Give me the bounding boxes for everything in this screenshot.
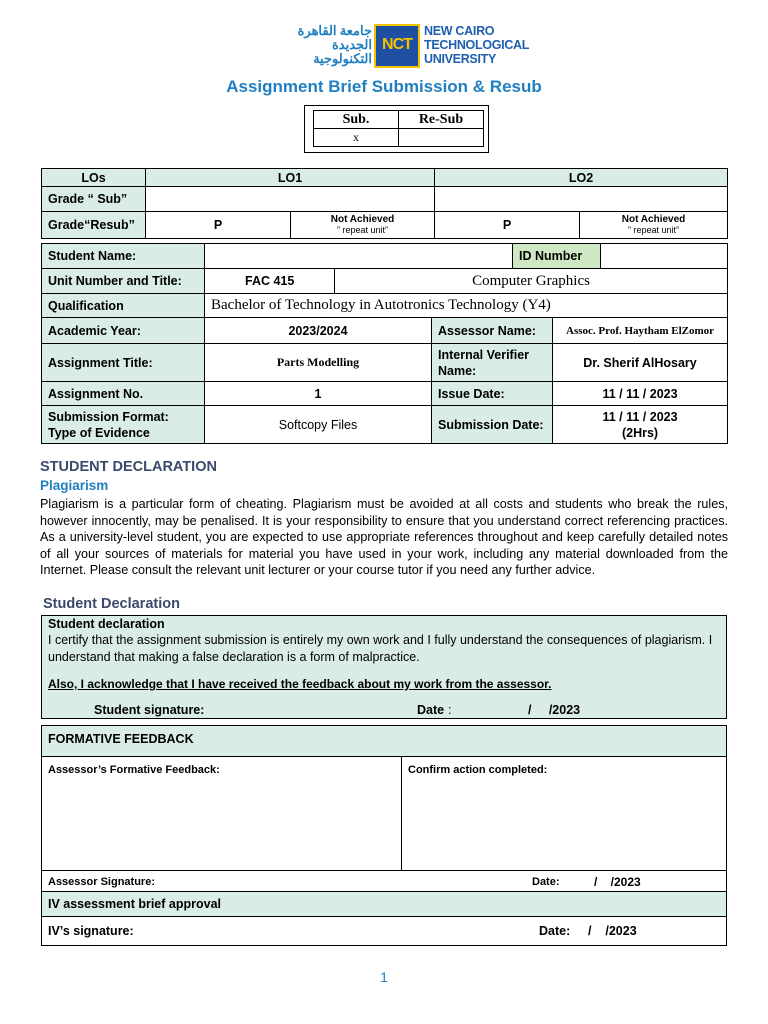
iv-signature-field[interactable] [152, 920, 532, 942]
submission-date-label: Submission Date: [432, 406, 553, 444]
feedback-acknowledgement: Also, I acknowledge that I have received the feedback about my work from the assessor. [48, 677, 552, 691]
plagiarism-heading: Plagiarism [40, 478, 109, 493]
student-date-colon: : [448, 703, 452, 717]
grade-sub-label: Grade “ Sub” [42, 187, 146, 212]
student-name-label: Student Name: [42, 244, 205, 269]
id-number-field[interactable] [601, 244, 728, 269]
student-signature-label: Student signature: [94, 703, 205, 717]
grade-sub-lo2-cell[interactable] [435, 187, 728, 212]
plagiarism-paragraph: Plagiarism is a particular form of cheating. Plagiarism must be avoided at all costs and students who break the rules, however innocently, may be penalised. It is your responsibility to ensure that you understand correct referencing practices. As a university-level student, you are expected to use appropriate references throughout and keep carefully detailed notes of all your sources of materials for material you have used in your work, including any material downloaded from the Internet. Please consult the relevant unit lecturer or your course tutor if you need any further advice. [40, 497, 728, 577]
submission-format-label-line-2: Type of Evidence [48, 425, 150, 440]
lo2-repeat-unit-text: ” repeat unit” [627, 225, 680, 235]
assessor-feedback-label: Assessor’s Formative Feedback: [48, 764, 220, 776]
sub-label: Sub. [314, 111, 399, 129]
issue-date-value: 11 / 11 / 2023 [553, 382, 728, 406]
submission-format-value: Softcopy Files [205, 406, 432, 444]
submission-date-cell [553, 406, 728, 444]
lo1-repeat-unit-text: ” repeat unit” [336, 225, 389, 235]
iv-signature-label: IV’s signature: [48, 924, 134, 938]
iv-date-label: Date: [539, 924, 571, 938]
student-date-label: Date [417, 703, 445, 717]
formative-feedback-heading-text: FORMATIVE FEEDBACK [48, 732, 194, 746]
id-number-label: ID Number [513, 244, 601, 269]
los-header: LOs [42, 169, 146, 187]
resub-mark[interactable] [399, 129, 484, 147]
declaration-box [41, 615, 727, 719]
internal-verifier-value: Dr. Sherif AlHosary [553, 344, 728, 382]
internal-verifier-label: Internal Verifier Name: [432, 344, 553, 382]
nct-emblem-letters: NCT [382, 36, 412, 53]
student-declaration-subheading: Student Declaration [43, 596, 180, 612]
university-name-line-1: NEW CAIRO [424, 24, 495, 38]
assessor-feedback-box[interactable] [41, 756, 402, 871]
qualification-value: Bachelor of Technology in Autotronics Technology (Y4) [205, 294, 728, 318]
formative-feedback-heading [41, 725, 727, 757]
submission-duration: (2Hrs) [621, 425, 659, 440]
unit-code: FAC 415 [205, 269, 335, 294]
submission-date-value: 11 / 11 / 2023 [602, 409, 678, 424]
assessor-signature-label: Assessor Signature: [48, 876, 155, 888]
university-name-line-3: UNIVERSITY [424, 52, 497, 66]
grade-resub-label: Grade“Resub” [42, 212, 146, 239]
nct-emblem [374, 24, 420, 68]
assessor-date-value[interactable]: / /2023 [594, 875, 641, 889]
iv-signature-row [41, 916, 727, 946]
declaration-box-title: Student declaration [48, 617, 165, 631]
student-declaration-heading: STUDENT DECLARATION [40, 459, 217, 475]
lo1-not-achieved-cell[interactable] [291, 212, 435, 239]
student-signature-field[interactable] [222, 700, 412, 718]
lo2-not-achieved-text: Not Achieved [621, 214, 686, 225]
lo1-pass-cell[interactable]: P [146, 212, 291, 239]
sub-resub-table [313, 110, 484, 147]
assignment-no-value: 1 [205, 382, 432, 406]
assessor-name-label: Assessor Name: [432, 318, 553, 344]
iv-date-value[interactable]: / /2023 [588, 924, 637, 938]
student-date-value[interactable]: / /2023 [528, 703, 581, 717]
academic-year-value: 2023/2024 [205, 318, 432, 344]
assessor-name-value: Assoc. Prof. Haytham ElZomor [553, 318, 728, 344]
grades-table [41, 168, 728, 239]
university-logo [276, 22, 530, 70]
issue-date-label: Issue Date: [432, 382, 553, 406]
assignment-title-label: Assignment Title: [42, 344, 205, 382]
student-info-table [41, 243, 728, 444]
iv-approval-text: IV assessment brief approval [48, 897, 221, 911]
lo2-not-achieved-cell[interactable] [580, 212, 728, 239]
lo2-pass-cell[interactable]: P [435, 212, 580, 239]
student-name-field[interactable] [205, 244, 513, 269]
page-number: 1 [380, 969, 388, 985]
confirm-action-label: Confirm action completed: [408, 764, 548, 776]
university-name-line-2: TECHNOLOGICAL [424, 38, 530, 52]
sub-mark[interactable]: x [314, 129, 399, 147]
iv-approval-row [41, 891, 727, 917]
unit-label: Unit Number and Title: [42, 269, 205, 294]
university-name-english [424, 24, 529, 66]
submission-format-label-line-1: Submission Format: [48, 409, 169, 424]
unit-title: Computer Graphics [335, 269, 728, 294]
assessor-signature-field[interactable] [162, 873, 522, 890]
grade-sub-lo1-cell[interactable] [146, 187, 435, 212]
resub-label: Re-Sub [399, 111, 484, 129]
qualification-label: Qualification [42, 294, 205, 318]
lo2-header: LO2 [435, 169, 728, 187]
arabic-university-name: جامعة القاهرة الجديدة التكنولوجية [297, 23, 372, 66]
assignment-no-label: Assignment No. [42, 382, 205, 406]
lo1-header: LO1 [146, 169, 435, 187]
assessor-date-label: Date: [532, 876, 560, 888]
confirm-action-box[interactable] [401, 756, 727, 871]
lo1-not-achieved-text: Not Achieved [330, 214, 395, 225]
page-title: Assignment Brief Submission & Resub [226, 77, 542, 96]
assessor-signature-row [41, 870, 727, 892]
submission-format-label [42, 406, 205, 444]
declaration-box-text: I certify that the assignment submission is entirely my own work and I fully understand the consequences of plagiarism. I understand that making a false declaration is a form of malpractice. [48, 633, 713, 664]
assignment-title-value: Parts Modelling [205, 344, 432, 382]
academic-year-label: Academic Year: [42, 318, 205, 344]
